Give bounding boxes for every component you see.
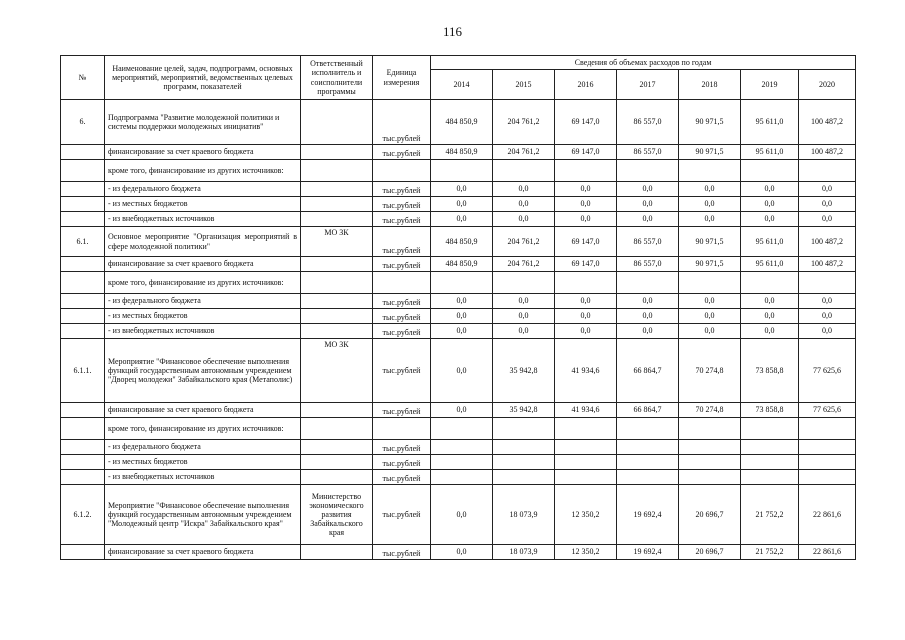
row-value: 0,0: [679, 324, 741, 339]
row-responsible: [301, 324, 373, 339]
row-value: 484 850,9: [431, 257, 493, 272]
row-unit: тыс.рублей: [373, 197, 431, 212]
row-value: [617, 455, 679, 470]
row-value: [555, 272, 617, 294]
row-name: - из внебюджетных источников: [105, 470, 301, 485]
row-unit: тыс.рублей: [373, 403, 431, 418]
row-value: [679, 470, 741, 485]
row-value: 0,0: [679, 197, 741, 212]
row-value: 484 850,9: [431, 100, 493, 145]
row-name: - из местных бюджетов: [105, 309, 301, 324]
row-value: 0,0: [617, 309, 679, 324]
row-value: 0,0: [741, 197, 799, 212]
row-value: [555, 418, 617, 440]
row-value: 12 350,2: [555, 545, 617, 560]
row-value: [679, 455, 741, 470]
row-unit: тыс.рублей: [373, 145, 431, 160]
row-value: 0,0: [799, 212, 856, 227]
row-value: 0,0: [741, 212, 799, 227]
table-row: [61, 294, 856, 309]
header-responsible: Ответственный исполнитель и соисполнители программы: [301, 56, 373, 100]
row-responsible: Министерство экономического развития Забайкальского края: [301, 485, 373, 545]
row-value: [799, 455, 856, 470]
row-value: [617, 418, 679, 440]
header-year: 2016: [555, 70, 617, 100]
row-value: 484 850,9: [431, 227, 493, 257]
row-name: Основное мероприятие "Организация мероприятий в сфере молодежной политики": [105, 227, 301, 257]
table-row: [61, 227, 856, 257]
row-value: [617, 440, 679, 455]
row-value: 12 350,2: [555, 485, 617, 545]
header-year: 2018: [679, 70, 741, 100]
row-responsible: [301, 160, 373, 182]
row-value: [431, 470, 493, 485]
row-number: [61, 182, 105, 197]
row-value: [555, 440, 617, 455]
row-value: [679, 272, 741, 294]
row-number: 6.1.1.: [61, 339, 105, 403]
table-row: [61, 403, 856, 418]
row-value: 69 147,0: [555, 145, 617, 160]
row-number: [61, 470, 105, 485]
row-value: 0,0: [617, 324, 679, 339]
row-value: 35 942,8: [493, 339, 555, 403]
row-value: 0,0: [431, 403, 493, 418]
row-value: [493, 272, 555, 294]
row-responsible: [301, 309, 373, 324]
row-value: 0,0: [617, 212, 679, 227]
row-responsible: [301, 545, 373, 560]
row-unit: тыс.рублей: [373, 227, 431, 257]
row-value: [679, 418, 741, 440]
row-value: [741, 160, 799, 182]
row-value: [431, 272, 493, 294]
header-year: 2019: [741, 70, 799, 100]
row-number: [61, 309, 105, 324]
row-number: [61, 455, 105, 470]
row-name: финансирование за счет краевого бюджета: [105, 257, 301, 272]
row-value: 0,0: [555, 309, 617, 324]
row-value: 73 858,8: [741, 339, 799, 403]
header-year: 2015: [493, 70, 555, 100]
row-value: [555, 160, 617, 182]
table-row: [61, 212, 856, 227]
row-value: 0,0: [493, 294, 555, 309]
row-value: [741, 418, 799, 440]
row-value: 41 934,6: [555, 403, 617, 418]
row-number: [61, 145, 105, 160]
row-value: 0,0: [431, 212, 493, 227]
row-value: 77 625,6: [799, 403, 856, 418]
row-name: финансирование за счет краевого бюджета: [105, 145, 301, 160]
row-unit: тыс.рублей: [373, 182, 431, 197]
table-row: [61, 485, 856, 545]
row-value: 0,0: [679, 212, 741, 227]
row-value: [741, 272, 799, 294]
row-number: [61, 294, 105, 309]
header-year: 2014: [431, 70, 493, 100]
row-value: 0,0: [431, 545, 493, 560]
row-value: 0,0: [799, 197, 856, 212]
row-number: 6.: [61, 100, 105, 145]
row-value: 0,0: [493, 197, 555, 212]
row-number: [61, 545, 105, 560]
row-value: [617, 470, 679, 485]
row-value: 69 147,0: [555, 227, 617, 257]
row-responsible: МО ЗК: [301, 339, 373, 403]
row-name: - из внебюджетных источников: [105, 324, 301, 339]
page-number: 116: [442, 24, 463, 39]
row-value: 20 696,7: [679, 485, 741, 545]
header-expenses: Сведения об объемах расходов по годам: [431, 56, 856, 70]
row-value: 90 971,5: [679, 257, 741, 272]
row-number: [61, 418, 105, 440]
row-value: [679, 160, 741, 182]
row-unit: тыс.рублей: [373, 324, 431, 339]
row-value: 0,0: [431, 309, 493, 324]
row-value: 95 611,0: [741, 100, 799, 145]
table-row: [61, 545, 856, 560]
row-value: [799, 272, 856, 294]
row-value: 0,0: [431, 197, 493, 212]
row-name: - из местных бюджетов: [105, 197, 301, 212]
row-responsible: [301, 470, 373, 485]
header-number: №: [61, 56, 105, 100]
row-value: [493, 440, 555, 455]
row-value: 0,0: [493, 182, 555, 197]
row-value: 0,0: [555, 294, 617, 309]
row-value: 69 147,0: [555, 100, 617, 145]
table-row: [61, 197, 856, 212]
row-value: 0,0: [679, 309, 741, 324]
row-unit: тыс.рублей: [373, 455, 431, 470]
row-responsible: [301, 100, 373, 145]
row-responsible: [301, 257, 373, 272]
row-name: кроме того, финансирование из других источников:: [105, 272, 301, 294]
row-value: 0,0: [679, 294, 741, 309]
row-unit: тыс.рублей: [373, 485, 431, 545]
row-unit: тыс.рублей: [373, 212, 431, 227]
row-name: - из внебюджетных источников: [105, 212, 301, 227]
row-value: 0,0: [799, 324, 856, 339]
table-row: [61, 100, 856, 145]
row-value: 0,0: [799, 294, 856, 309]
row-value: 0,0: [493, 212, 555, 227]
row-number: 6.1.2.: [61, 485, 105, 545]
row-value: [431, 418, 493, 440]
row-value: [741, 440, 799, 455]
row-value: 0,0: [555, 324, 617, 339]
row-value: 73 858,8: [741, 403, 799, 418]
row-value: 484 850,9: [431, 145, 493, 160]
row-number: 6.1.: [61, 227, 105, 257]
row-name: кроме того, финансирование из других источников:: [105, 418, 301, 440]
table-row: [61, 470, 856, 485]
row-name: - из федерального бюджета: [105, 182, 301, 197]
row-value: 0,0: [741, 182, 799, 197]
row-responsible: МО ЗК: [301, 227, 373, 257]
row-responsible: [301, 294, 373, 309]
row-value: 0,0: [555, 197, 617, 212]
row-responsible: [301, 455, 373, 470]
row-responsible: [301, 197, 373, 212]
row-value: [741, 470, 799, 485]
row-value: [431, 440, 493, 455]
row-value: 20 696,7: [679, 545, 741, 560]
row-unit: тыс.рублей: [373, 470, 431, 485]
table-row: [61, 418, 856, 440]
row-value: 0,0: [431, 182, 493, 197]
header-name: Наименование целей, задач, подпрограмм, основных мероприятий, мероприятий, ведомственных целевых программ, показателей: [105, 56, 301, 100]
row-name: - из федерального бюджета: [105, 440, 301, 455]
row-name: Подпрограмма "Развитие молодежной политики и системы поддержки молодежных инициатив": [105, 100, 301, 145]
row-value: [493, 418, 555, 440]
row-value: [799, 418, 856, 440]
row-value: 70 274,8: [679, 339, 741, 403]
row-value: 0,0: [555, 212, 617, 227]
row-value: 19 692,4: [617, 485, 679, 545]
row-value: 100 487,2: [799, 227, 856, 257]
header-year: 2020: [799, 70, 856, 100]
row-value: 0,0: [431, 339, 493, 403]
row-responsible: [301, 182, 373, 197]
table-row: [61, 182, 856, 197]
row-value: 86 557,0: [617, 227, 679, 257]
row-responsible: [301, 145, 373, 160]
row-responsible: [301, 418, 373, 440]
row-number: [61, 197, 105, 212]
table-row: [61, 257, 856, 272]
row-value: 0,0: [741, 309, 799, 324]
row-value: 66 864,7: [617, 403, 679, 418]
row-value: 0,0: [431, 324, 493, 339]
row-unit: тыс.рублей: [373, 440, 431, 455]
row-value: 0,0: [431, 485, 493, 545]
row-value: [799, 470, 856, 485]
row-value: 69 147,0: [555, 257, 617, 272]
row-value: 0,0: [617, 294, 679, 309]
row-value: 100 487,2: [799, 145, 856, 160]
row-value: 90 971,5: [679, 227, 741, 257]
row-value: 100 487,2: [799, 100, 856, 145]
row-number: [61, 272, 105, 294]
row-value: 35 942,8: [493, 403, 555, 418]
row-value: [431, 160, 493, 182]
row-unit: тыс.рублей: [373, 100, 431, 145]
row-value: 0,0: [799, 182, 856, 197]
row-responsible: [301, 272, 373, 294]
row-value: 41 934,6: [555, 339, 617, 403]
row-value: 66 864,7: [617, 339, 679, 403]
row-value: [679, 440, 741, 455]
row-value: [555, 455, 617, 470]
expenses-table: [60, 55, 856, 560]
row-value: 100 487,2: [799, 257, 856, 272]
row-value: 204 761,2: [493, 227, 555, 257]
row-value: 0,0: [617, 182, 679, 197]
row-value: [617, 160, 679, 182]
row-unit: [373, 272, 431, 294]
row-value: 204 761,2: [493, 100, 555, 145]
row-value: [493, 455, 555, 470]
row-number: [61, 440, 105, 455]
row-name: Мероприятие "Финансовое обеспечение выполнения функций государственным автономным учреждением "Молодежный центр "Искра" Забайкальского края": [105, 485, 301, 545]
table-row: [61, 145, 856, 160]
row-value: 90 971,5: [679, 100, 741, 145]
row-unit: [373, 160, 431, 182]
row-value: [555, 470, 617, 485]
row-name: кроме того, финансирование из других источников:: [105, 160, 301, 182]
row-value: 21 752,2: [741, 485, 799, 545]
row-value: 86 557,0: [617, 145, 679, 160]
header-unit: Единица измерения: [373, 56, 431, 100]
row-value: 18 073,9: [493, 545, 555, 560]
row-value: [799, 440, 856, 455]
row-value: 0,0: [741, 324, 799, 339]
row-number: [61, 160, 105, 182]
header-year: 2017: [617, 70, 679, 100]
row-value: 77 625,6: [799, 339, 856, 403]
row-value: 0,0: [493, 324, 555, 339]
row-number: [61, 324, 105, 339]
row-value: 204 761,2: [493, 257, 555, 272]
row-value: [617, 272, 679, 294]
row-name: финансирование за счет краевого бюджета: [105, 545, 301, 560]
row-value: 22 861,6: [799, 485, 856, 545]
row-unit: [373, 418, 431, 440]
row-responsible: [301, 212, 373, 227]
row-value: 19 692,4: [617, 545, 679, 560]
row-value: 0,0: [431, 294, 493, 309]
row-value: [741, 455, 799, 470]
row-value: [493, 160, 555, 182]
row-value: 70 274,8: [679, 403, 741, 418]
table-row: [61, 272, 856, 294]
table-row: [61, 440, 856, 455]
row-responsible: [301, 403, 373, 418]
row-unit: тыс.рублей: [373, 545, 431, 560]
row-value: 95 611,0: [741, 257, 799, 272]
row-value: [493, 470, 555, 485]
row-value: 95 611,0: [741, 145, 799, 160]
row-unit: тыс.рублей: [373, 294, 431, 309]
table-row: [61, 160, 856, 182]
row-name: - из федерального бюджета: [105, 294, 301, 309]
row-number: [61, 403, 105, 418]
row-value: 18 073,9: [493, 485, 555, 545]
row-value: 0,0: [493, 309, 555, 324]
table-row: [61, 339, 856, 403]
row-value: 86 557,0: [617, 100, 679, 145]
row-number: [61, 257, 105, 272]
row-number: [61, 212, 105, 227]
row-name: - из местных бюджетов: [105, 455, 301, 470]
row-value: 90 971,5: [679, 145, 741, 160]
row-unit: тыс.рублей: [373, 339, 431, 403]
row-value: 22 861,6: [799, 545, 856, 560]
row-responsible: [301, 440, 373, 455]
row-name: финансирование за счет краевого бюджета: [105, 403, 301, 418]
table-row: [61, 324, 856, 339]
row-value: 0,0: [617, 197, 679, 212]
row-unit: тыс.рублей: [373, 257, 431, 272]
row-name: Мероприятие "Финансовое обеспечение выполнения функций государственным автономным учреждением "Дворец молодежи" Забайкальского края (Метаполис): [105, 339, 301, 403]
row-value: 204 761,2: [493, 145, 555, 160]
row-unit: тыс.рублей: [373, 309, 431, 324]
row-value: [799, 160, 856, 182]
table-row: [61, 309, 856, 324]
table-row: [61, 455, 856, 470]
row-value: 0,0: [679, 182, 741, 197]
row-value: 0,0: [741, 294, 799, 309]
row-value: [431, 455, 493, 470]
row-value: 95 611,0: [741, 227, 799, 257]
row-value: 21 752,2: [741, 545, 799, 560]
row-value: 0,0: [799, 309, 856, 324]
row-value: 0,0: [555, 182, 617, 197]
row-value: 86 557,0: [617, 257, 679, 272]
